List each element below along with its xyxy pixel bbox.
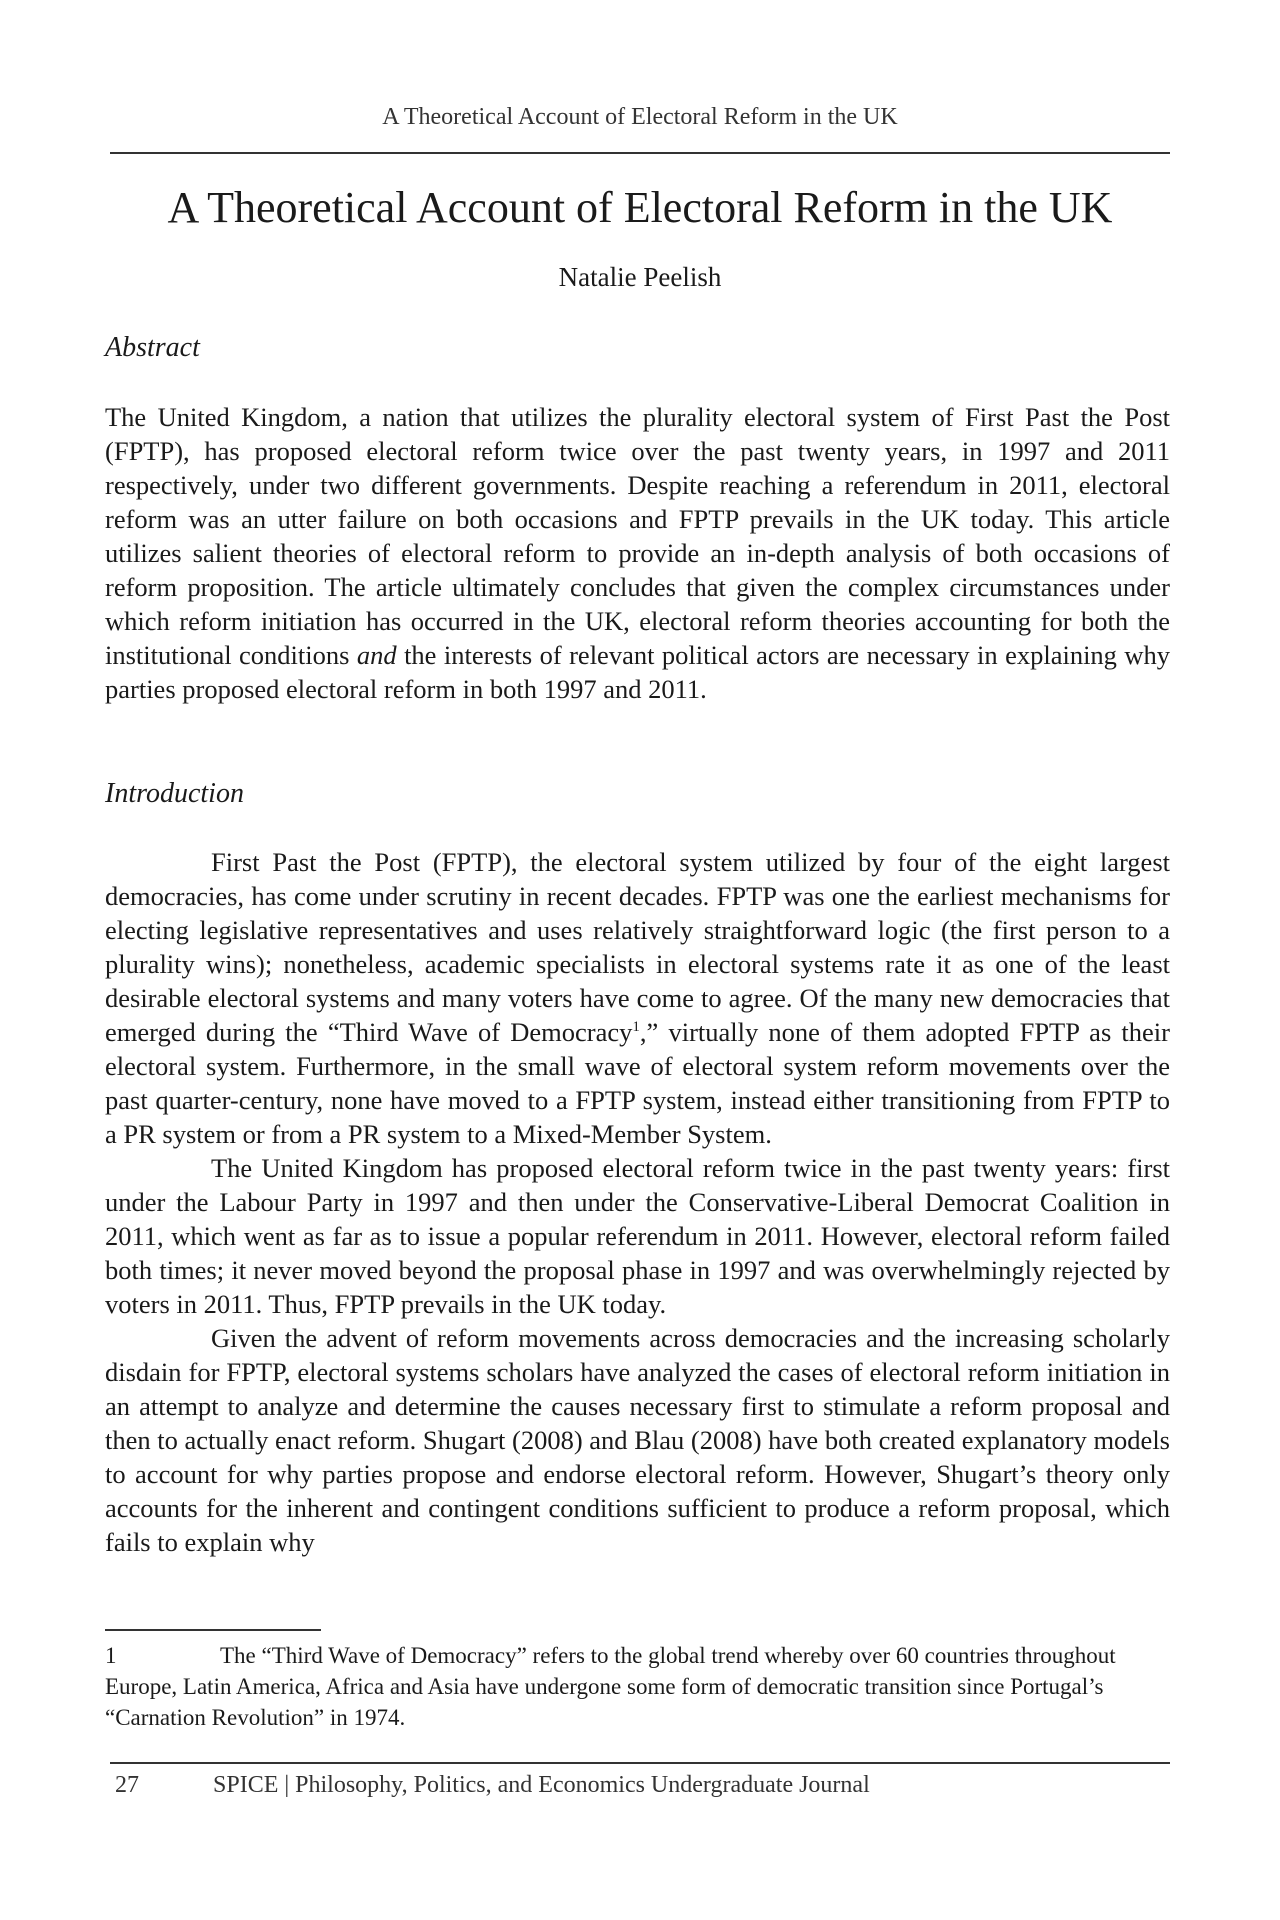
footnote-rule xyxy=(105,1629,321,1631)
footnote xyxy=(105,1640,1135,1733)
abstract-body xyxy=(105,400,1170,706)
article-title: A Theoretical Account of Electoral Reform in the UK xyxy=(167,183,1113,232)
running-header: A Theoretical Account of Electoral Reform in the UK xyxy=(382,104,898,130)
introduction-heading: Introduction xyxy=(105,778,244,809)
footer-rule xyxy=(110,1762,1170,1764)
abstract-heading: Abstract xyxy=(105,332,200,363)
abstract-text-part1: The United Kingdom, a nation that utilizes the plurality electoral system of First Past the Post (FPTP), has proposed electoral reform twice over the past twenty years, in 1997 and 2011 respectively, under two different governments. Despite reaching a referendum in 2011, electoral reform was an utter failure on both occasions and FPTP prevails in the UK today. This article utilizes salient theories of electoral reform to provide an in-depth analysis of both occasions of reform proposition. The article ultimately concludes that given the complex circumstances under which reform initiation has occurred in the UK, electoral reform theories accounting for both the institutional conditions xyxy=(105,402,1170,670)
abstract-text-part2: the interests of relevant political actors are necessary in explaining why parties proposed electoral reform in both 1997 and 2011. xyxy=(105,640,1170,704)
introduction-paragraph-2: The United Kingdom has proposed electoral reform twice in the past twenty years: first under the Labour Party in 1997 and then under the Conservative-Liberal Democrat Coalition in 2011, which went as far as to issue a popular referendum in 2011. However, electoral reform failed both times; it never moved beyond the proposal phase in 1997 and was overwhelmingly rejected by voters in 2011. Thus, FPTP prevails in the UK today. xyxy=(105,1153,1170,1319)
introduction-body xyxy=(105,845,1170,1559)
footnote-text: The “Third Wave of Democracy” refers to the global trend whereby over 60 countries throughout Europe, Latin America, Africa and Asia have undergone some form of democratic transition since Portugal’s “Carnation Revolution” in 1974. xyxy=(105,1643,1116,1730)
journal-name: SPICE | Philosophy, Politics, and Economics Undergraduate Journal xyxy=(213,1772,870,1798)
abstract-paragraph xyxy=(105,400,1170,706)
footnote-number: 1 xyxy=(105,1643,117,1668)
abstract-emphasis: and xyxy=(356,640,397,670)
page-footer xyxy=(115,1772,870,1799)
author-name: Natalie Peelish xyxy=(558,262,722,292)
intro-p1-part1: First Past the Post (FPTP), the electoral system utilized by four of the eight largest democracies, has come under scrutiny in recent decades. FPTP was one the earliest mechanisms for electing legislative representatives and uses relatively straightforward logic (the first person to a plurality wins); nonetheless, academic specialists in electoral systems rate it as one of the least desirable electoral systems and many voters have come to agree. Of the many new democracies that emerged during the “Third Wave of Democracy xyxy=(105,847,1170,1047)
introduction-paragraph-1 xyxy=(105,845,1170,1151)
introduction-paragraph-3: Given the advent of reform movements across democracies and the increasing scholarly disdain for FPTP, electoral systems scholars have analyzed the cases of electoral reform initiation in an attempt to analyze and determine the causes necessary first to stimulate a reform proposal and then to actually enact reform. Shugart (2008) and Blau (2008) have both created explanatory models to account for why parties propose and endorse electoral reform. However, Shugart’s theory only accounts for the inherent and contingent conditions sufficient to produce a reform proposal, which fails to explain why xyxy=(105,1323,1170,1557)
header-rule xyxy=(110,152,1170,154)
footnote-reference[interactable]: 1 xyxy=(632,1019,640,1036)
page-number: 27 xyxy=(115,1772,139,1798)
intro-p1-part2: ,” virtually none of them adopted FPTP as their electoral system. Furthermore, in the small wave of electoral system reform movements over the past quarter-century, none have moved to a FPTP system, instead either transitioning from FPTP to a PR system or from a PR system to a Mixed-Member System. xyxy=(105,1017,1170,1149)
